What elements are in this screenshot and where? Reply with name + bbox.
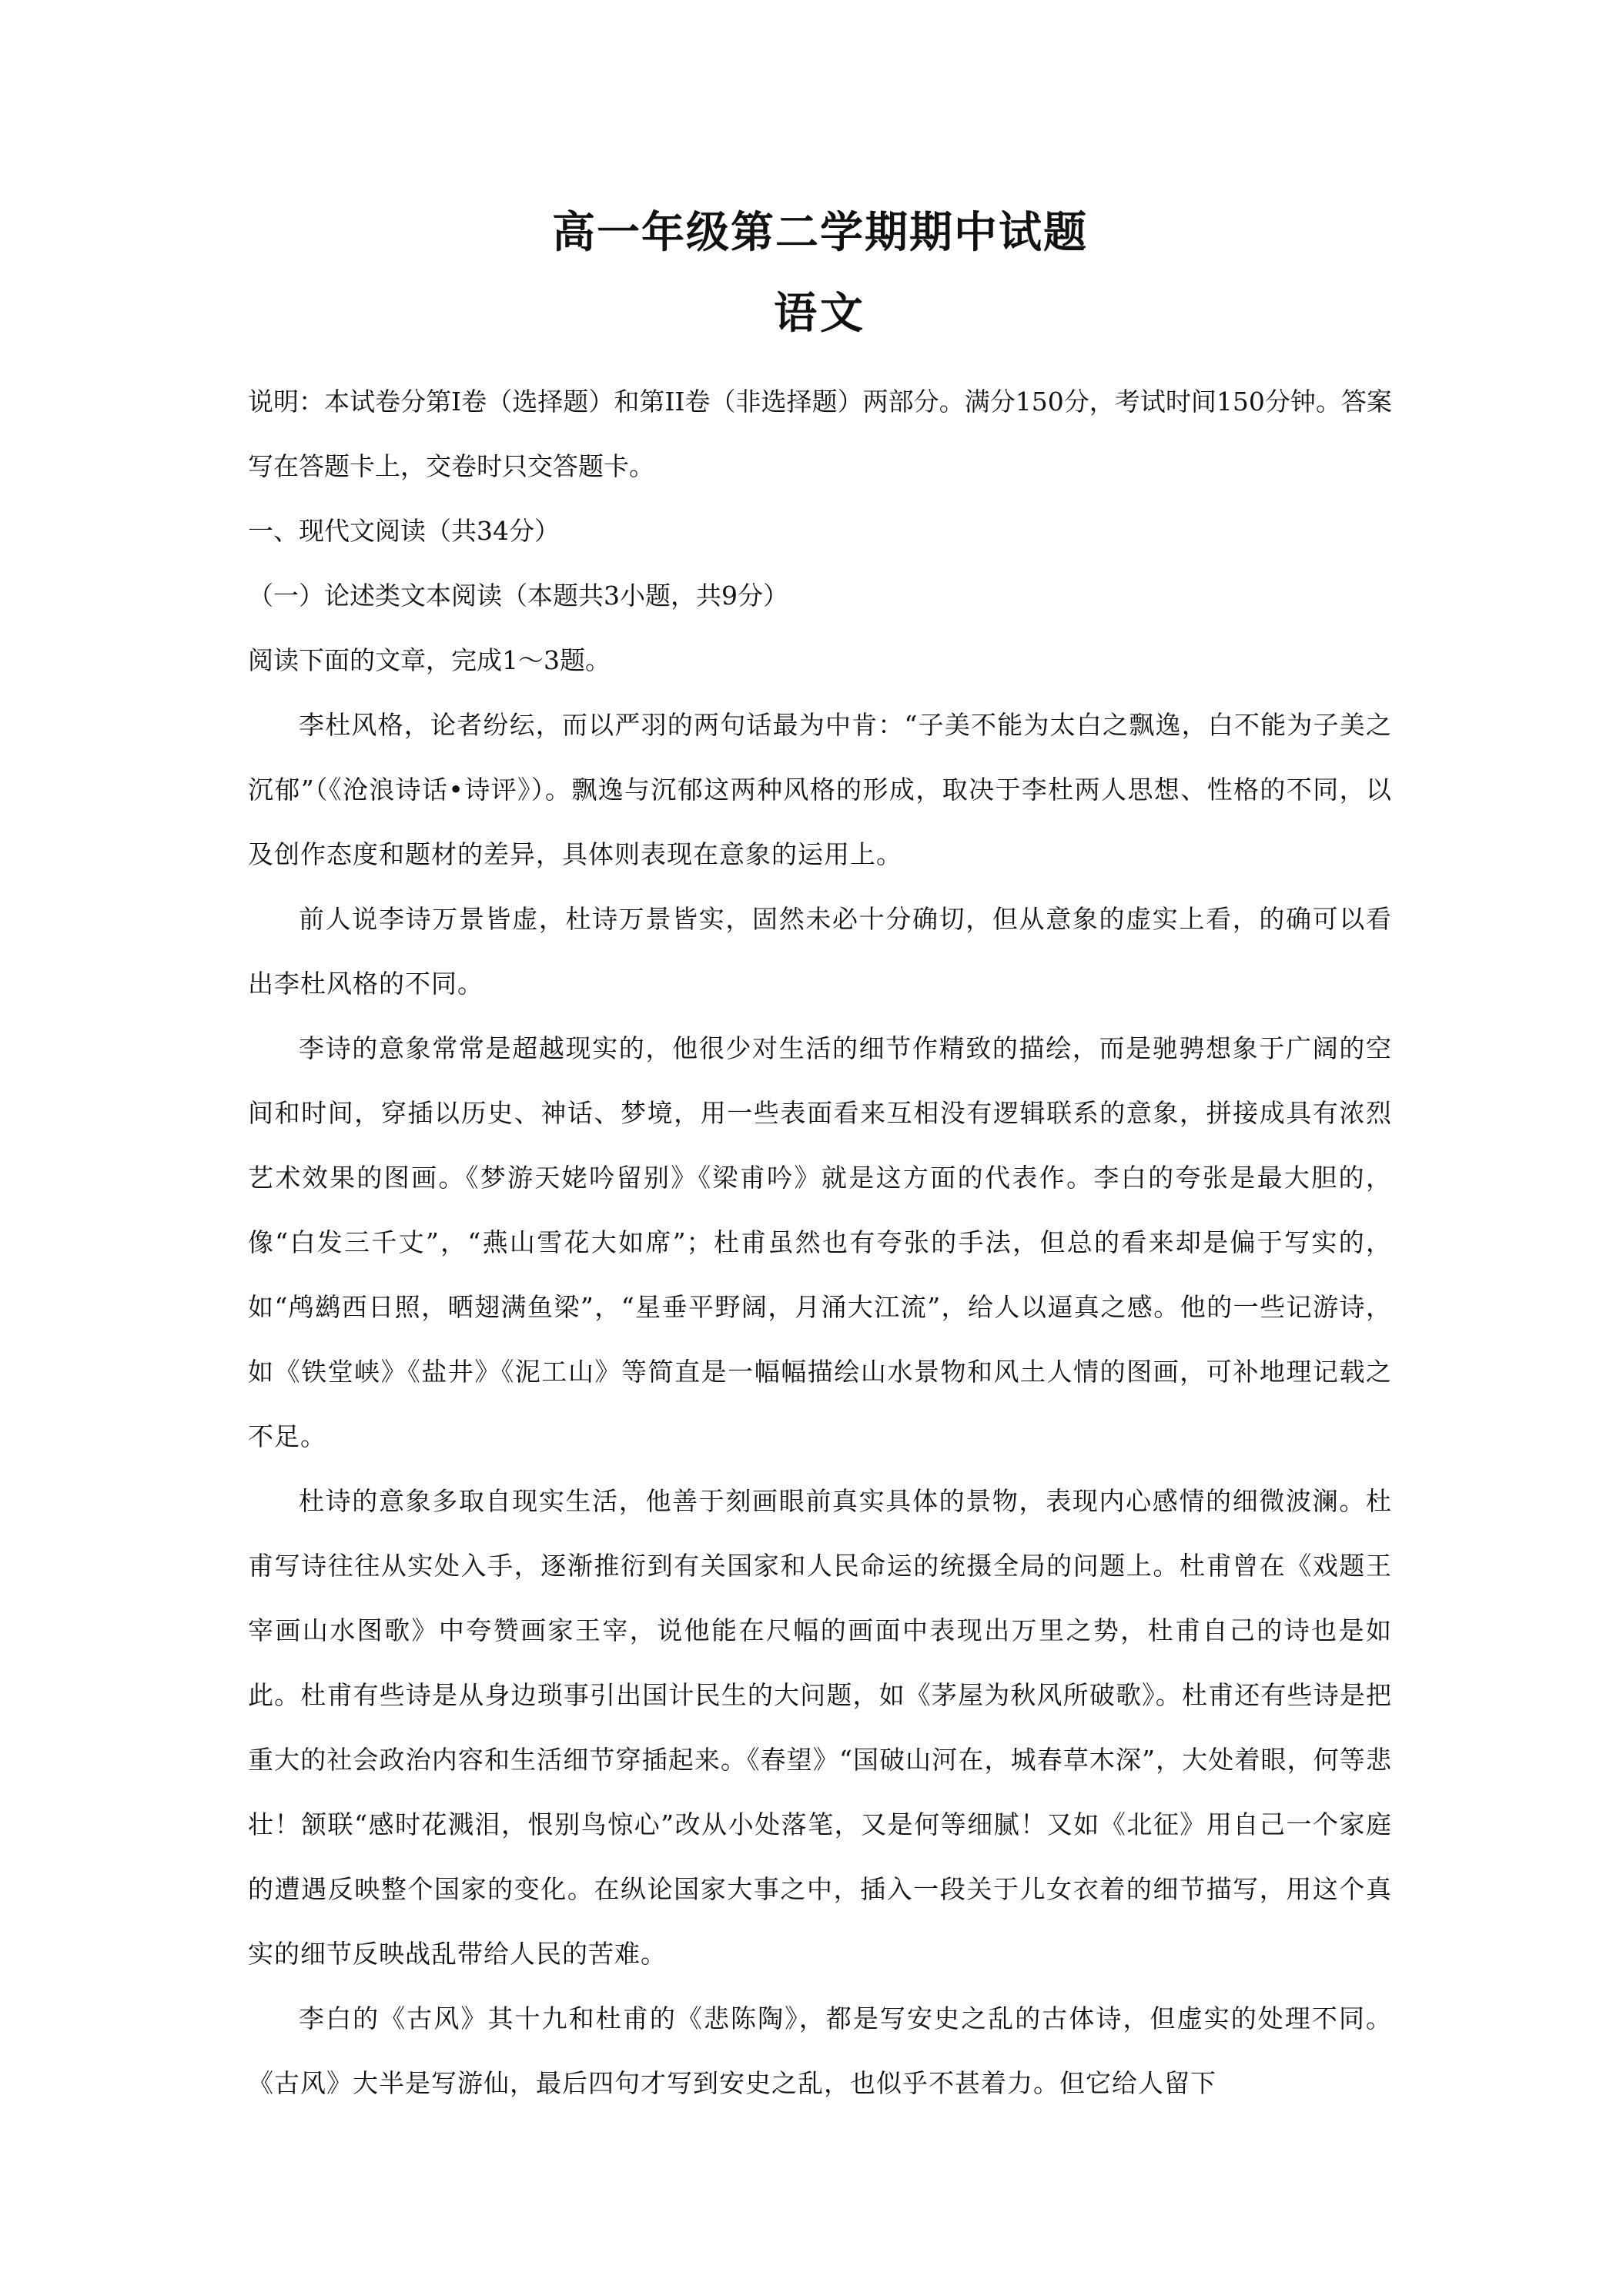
reading-prompt: 阅读下面的文章，完成1～3题。 xyxy=(248,645,611,675)
article-paragraph-5: 李白的《古风》其十九和杜甫的《悲陈陶》，都是写安史之乱的古体诗，但虚实的处理不同。《古风》大半是写游仙，最后四句才写到安史之乱，也似乎不甚着力。但它给人留下 xyxy=(248,2003,1392,2098)
article-paragraph-4: 杜诗的意象多取自现实生活，他善于刻画眼前真实具体的景物，表现内心感情的细微波澜。杜甫写诗往往从实处入手，逐渐推衍到有关国家和人民命运的统摄全局的问题上。杜甫曾在《戏题王宰画山水图歌》中夸赞画家王宰，说他能在尺幅的画面中表现出万里之势，杜甫自己的诗也是如此。杜甫有些诗是从身边琐事引出国计民生的大问题，如《茅屋为秋风所破歌》。杜甫还有些诗是把重大的社会政治内容和生活细节穿插起来。《春望》“国破山河在，城春草木深”，大处着眼，何等悲壮！颔联“感时花溅泪，恨别鸟惊心”改从小处落笔，又是何等细腻！又如《北征》用自己一个家庭的遭遇反映整个国家的变化。在纵论国家大事之中，插入一段关于儿女衣着的细节描写，用这个真实的细节反映战乱带给人民的苦难。 xyxy=(248,1486,1392,1969)
exam-title: 高一年级第二学期期中试题 xyxy=(552,207,1088,258)
article-paragraph-3: 李诗的意象常常是超越现实的，他很少对生活的细节作精致的描绘，而是驰骋想象于广阔的空间和时间，穿插以历史、神话、梦境，用一些表面看来互相没有逻辑联系的意象，拼接成具有浓烈艺术效果的图画。《梦游天姥吟留别》《梁甫吟》就是这方面的代表作。李白的夸张是最大胆的，像“白发三千丈”，“燕山雪花大如席”；杜甫虽然也有夸张的手法，但总的看来却是偏于写实的，如“鸬鹚西日照，晒翅满鱼梁”，“星垂平野阔，月涌大江流”，给人以逼真之感。他的一些记游诗，如《铁堂峡》《盐井》《泥工山》等简直是一幅幅描绘山水景物和风土人情的图画，可补地理记载之不足。 xyxy=(248,1033,1392,1451)
subsection-heading: （一）论述类文本阅读（本题共3小题，共9分） xyxy=(248,581,788,611)
exam-instructions: 说明：本试卷分第I卷（选择题）和第II卷（非选择题）两部分。满分150分，考试时间150分钟。答案写在答题卡上，交卷时只交答题卡。 xyxy=(248,387,1392,481)
exam-subject: 语文 xyxy=(774,288,866,339)
article-paragraph-2: 前人说李诗万景皆虚，杜诗万景皆实，固然未必十分确切，但从意象的虚实上看，的确可以看出李杜风格的不同。 xyxy=(248,904,1392,999)
article-paragraph-1: 李杜风格，论者纷纭，而以严羽的两句话最为中肯：“子美不能为太白之飘逸，白不能为子美之沉郁”（《沧浪诗话•诗评》）。飘逸与沉郁这两种风格的形成，取决于李杜两人思想、性格的不同，以及创作态度和题材的差异，具体则表现在意象的运用上。 xyxy=(248,710,1392,869)
section-heading: 一、现代文阅读（共34分） xyxy=(248,516,560,546)
